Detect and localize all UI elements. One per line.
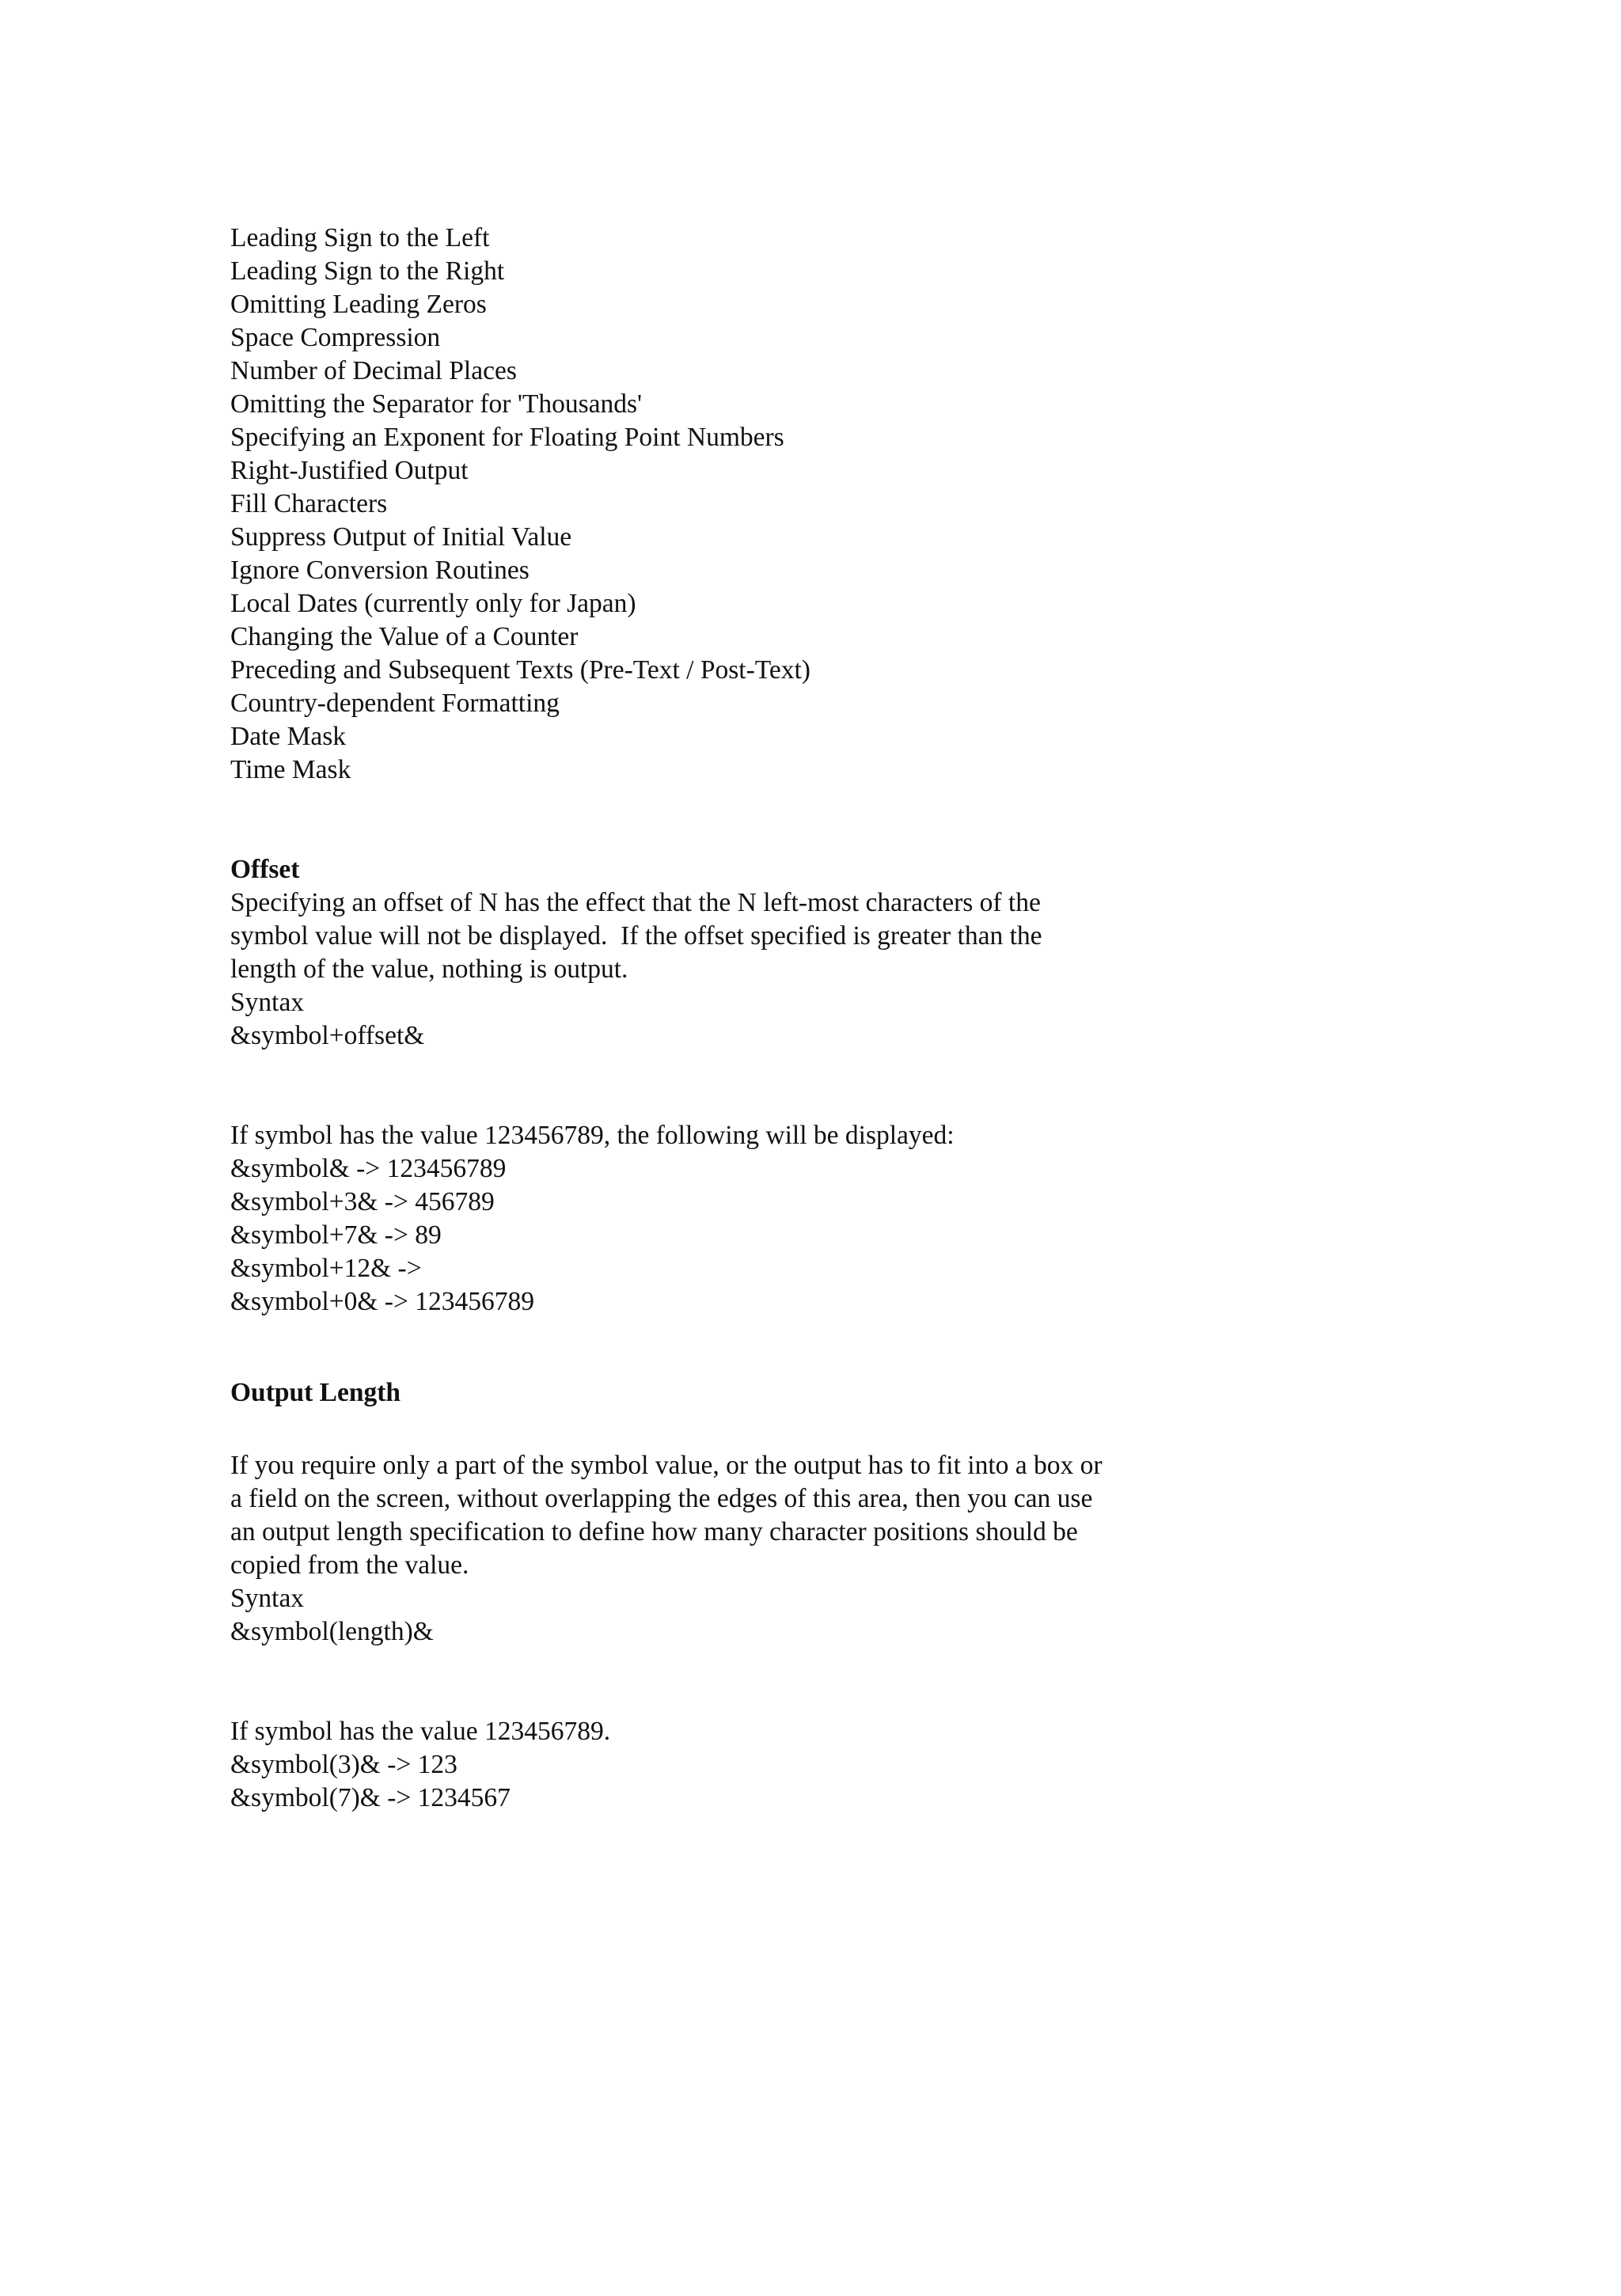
feature-list-item: Suppress Output of Initial Value	[230, 522, 572, 552]
feature-list-item: Omitting Leading Zeros	[230, 290, 487, 319]
spacer	[230, 787, 1418, 853]
offset-example: &symbol+0& -> 123456789	[230, 1287, 534, 1316]
offset-example: &symbol& -> 123456789	[230, 1154, 507, 1183]
output-length-description-line: If you require only a part of the symbol value, or the output has to fit into a box or	[230, 1451, 1103, 1480]
feature-list-item: Number of Decimal Places	[230, 356, 517, 385]
offset-syntax: &symbol+offset&	[230, 1021, 425, 1050]
feature-list-item: Fill Characters	[230, 489, 388, 518]
output-length-example: &symbol(7)& -> 1234567	[230, 1783, 511, 1812]
offset-example: &symbol+7& -> 89	[230, 1220, 442, 1250]
feature-list-item: Date Mask	[230, 722, 347, 751]
feature-list-item: Specifying an Exponent for Floating Point Numbers	[230, 423, 784, 452]
offset-example: &symbol+12& ->	[230, 1254, 422, 1283]
section-heading-offset: Offset	[230, 855, 300, 884]
offset-syntax-label: Syntax	[230, 988, 305, 1017]
output-length-syntax: &symbol(length)&	[230, 1617, 434, 1646]
output-length-syntax-label: Syntax	[230, 1584, 305, 1613]
offset-description-line: Specifying an offset of N has the effect that the N left-most characters of the	[230, 888, 1041, 917]
section-heading-output-length: Output Length	[230, 1378, 401, 1407]
output-length-example-intro: If symbol has the value 123456789.	[230, 1717, 611, 1746]
feature-list-item: Time Mask	[230, 755, 351, 784]
feature-list-item: Preceding and Subsequent Texts (Pre-Text / Post-Text)	[230, 655, 810, 685]
spacer	[230, 1319, 1418, 1376]
feature-list-item: Right-Justified Output	[230, 456, 469, 485]
offset-example: &symbol+3& -> 456789	[230, 1187, 495, 1216]
output-length-section	[230, 1376, 1418, 1815]
output-length-description-line: an output length specification to define how many character positions should be	[230, 1517, 1078, 1546]
feature-list-item: Local Dates (currently only for Japan)	[230, 589, 636, 618]
offset-example-intro: If symbol has the value 123456789, the following will be displayed:	[230, 1121, 955, 1150]
offset-section	[230, 853, 1418, 1319]
spacer	[230, 1649, 1418, 1715]
feature-list-item: Space Compression	[230, 323, 441, 352]
feature-list-item: Country-dependent Formatting	[230, 689, 560, 718]
feature-list-item: Leading Sign to the Right	[230, 256, 505, 286]
feature-list	[230, 222, 1418, 787]
offset-description-line: symbol value will not be displayed. If the offset specified is greater than the	[230, 921, 1042, 951]
spacer	[230, 1053, 1418, 1119]
feature-list-item: Leading Sign to the Left	[230, 223, 490, 252]
spacer	[230, 1410, 1418, 1449]
output-length-example: &symbol(3)& -> 123	[230, 1750, 457, 1779]
output-length-description-line: copied from the value.	[230, 1550, 469, 1580]
document-page	[230, 222, 1418, 1815]
feature-list-item: Changing the Value of a Counter	[230, 622, 579, 651]
offset-description-line: length of the value, nothing is output.	[230, 954, 628, 984]
feature-list-item: Omitting the Separator for 'Thousands'	[230, 389, 643, 419]
output-length-description-line: a field on the screen, without overlapping the edges of this area, then you can use	[230, 1484, 1093, 1513]
feature-list-item: Ignore Conversion Routines	[230, 556, 530, 585]
